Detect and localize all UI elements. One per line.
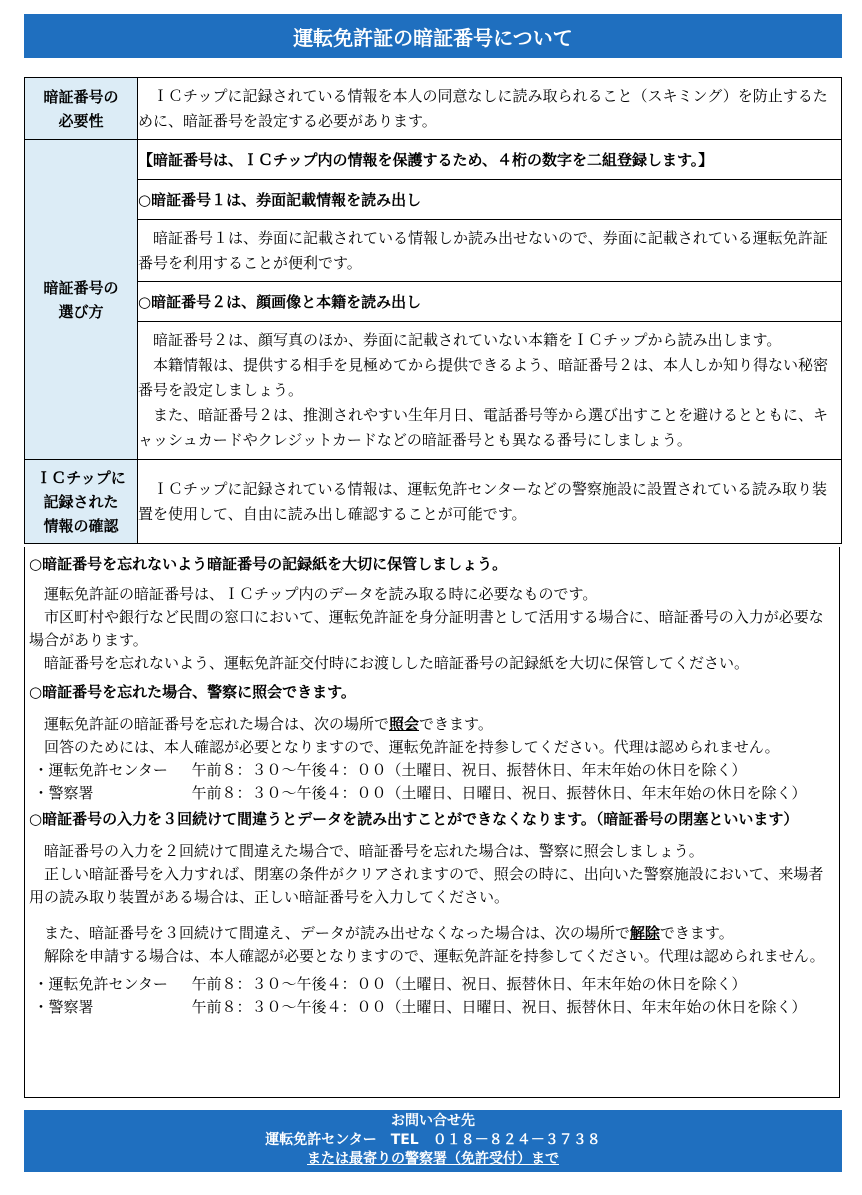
guidance-section xyxy=(24,547,840,1098)
row-pin2-text xyxy=(25,322,842,460)
label-line: ＩＣチップに xyxy=(36,468,126,487)
keep-paragraph-2: 市区町村や銀行など民間の窓口において、運転免許証を身分証明書として活用する場合に、暗証番号の入力が必要な場合があります。 xyxy=(29,608,824,649)
emphasis-release: 解除 xyxy=(629,924,660,942)
hours-text: 午前８：３０～午後４：００（土曜日、日曜日、祝日、振替休日、年末年始の休日を除く） xyxy=(191,998,807,1016)
emphasis-inquiry: 照会 xyxy=(389,715,420,733)
row-necessity xyxy=(25,78,842,140)
lock-paragraph-2: 正しい暗証番号を入力すれば、閉塞の条件がクリアされますので、照会の時に、出向いた警察施設において、来場者用の読み取り装置がある場合は、正しい暗証番号を入力してください。 xyxy=(29,865,824,906)
text-necessity xyxy=(138,78,842,140)
keep-paragraph-1: 運転免許証の暗証番号は、ＩＣチップ内のデータを読み取る時に必要なものです。 xyxy=(44,585,598,603)
label-line: 必要性 xyxy=(58,111,104,130)
paragraph: 本籍情報は、提供する相手を見極めてから提供できるよう、暗証番号２は、本人しか知り得ない秘密番号を設定しましょう。 xyxy=(138,356,829,399)
footer-phone: 運転免許センター TEL ０１８－８２４－３７３８ xyxy=(265,1132,601,1148)
hours-row-police xyxy=(29,782,837,805)
label-selection xyxy=(25,140,138,460)
paragraph: ＩＣチップに記録されている情報を本人の同意なしに読み取られること（スキミング）を防止するために、暗証番号を設定する必要があります。 xyxy=(138,86,828,130)
row-pin2-heading xyxy=(25,282,842,322)
pin1-text xyxy=(138,220,842,282)
row-selection-header xyxy=(25,140,842,180)
forgot-paragraph-1 xyxy=(29,713,837,736)
page-title: 運転免許証の暗証番号について xyxy=(24,14,842,58)
lock-paragraph-1: 暗証番号の入力を２回続けて間違えた場合で、暗証番号を忘れた場合は、警察に照会しましょう。 xyxy=(44,842,704,860)
selection-header: 【暗証番号は、ＩＣチップ内の情報を保護するため、４桁の数字を二組登録します。】 xyxy=(138,140,842,180)
label-confirm xyxy=(25,460,138,544)
place-name: ・警察署 xyxy=(33,998,94,1016)
label-line: 暗証番号の xyxy=(43,278,119,297)
paragraph: ＩＣチップに記録されている情報は、運転免許センターなどの警察施設に設置されている読み取り装置を使用して、自由に読み出し確認することが可能です。 xyxy=(138,479,827,523)
text: できます。 xyxy=(659,924,734,942)
paragraph: 暗証番号１は、券面に記載されている情報しか読み出せないので、券面に記載されている運転免許証番号を利用することが便利です。 xyxy=(138,228,828,272)
footer-note: または最寄りの警察署（免許受付）まで xyxy=(307,1151,559,1167)
hours-row-police xyxy=(29,996,837,1019)
row-pin1-heading xyxy=(25,180,842,220)
label-line: 暗証番号の xyxy=(43,87,119,106)
row-confirm xyxy=(25,460,842,544)
text-confirm xyxy=(138,460,842,544)
row-pin1-text xyxy=(25,220,842,282)
text: 運転免許証の暗証番号を忘れた場合は、次の場所で xyxy=(44,715,390,733)
lock-paragraph-3 xyxy=(29,922,837,945)
text: また、暗証番号を３回続けて間違え、データが読み出せなくなった場合は、次の場所で xyxy=(44,924,630,942)
paragraph: 暗証番号２は、顔写真のほか、券面に記載されていない本籍をＩＣチップから読み出します。 xyxy=(153,331,782,349)
place-name: ・運転免許センター xyxy=(33,761,168,779)
label-line: 選び方 xyxy=(58,302,104,321)
place-name: ・警察署 xyxy=(33,784,94,802)
pin-info-table xyxy=(24,77,842,544)
contact-footer xyxy=(24,1110,842,1172)
hours-row-center xyxy=(29,973,837,996)
hours-text: 午前８：３０～午後４：００（土曜日、祝日、振替休日、年末年始の休日を除く） xyxy=(191,975,747,993)
footer-title: お問い合せ先 xyxy=(391,1113,475,1129)
text: できます。 xyxy=(419,715,493,733)
keep-heading: ○暗証番号を忘れないよう暗証番号の記録紙を大切に保管しましょう。 xyxy=(29,555,508,573)
lock-heading: ○暗証番号の入力を３回続けて間違うとデータを読み出すことができなくなります。（暗証番号の閉塞といいます） xyxy=(29,810,799,828)
pin2-text xyxy=(138,322,842,460)
pin2-heading: ○暗証番号２は、顔画像と本籍を読み出し xyxy=(138,282,842,322)
pin1-heading: ○暗証番号１は、券面記載情報を読み出し xyxy=(138,180,842,220)
forgot-heading: ○暗証番号を忘れた場合、警察に照会できます。 xyxy=(29,683,356,701)
label-line: 記録された xyxy=(43,492,119,511)
paragraph: また、暗証番号２は、推測されやすい生年月日、電話番号等から選び出すことを避けるとともに、キャッシュカードやクレジットカードなどの暗証番号とも異なる番号にしましょう。 xyxy=(138,406,829,449)
lock-paragraph-4: 解除を申請する場合は、本人確認が必要となりますので、運転免許証を持参してください。代理は認められません。 xyxy=(44,947,825,965)
hours-text: 午前８：３０～午後４：００（土曜日、日曜日、祝日、振替休日、年末年始の休日を除く） xyxy=(191,784,807,802)
forgot-paragraph-2: 回答のためには、本人確認が必要となりますので、運転免許証を持参してください。代理は認められません。 xyxy=(44,738,780,756)
label-line: 情報の確認 xyxy=(43,516,119,535)
hours-row-center xyxy=(29,759,837,782)
place-name: ・運転免許センター xyxy=(33,975,168,993)
label-necessity xyxy=(25,78,138,140)
hours-text: 午前８：３０～午後４：００（土曜日、祝日、振替休日、年末年始の休日を除く） xyxy=(191,761,747,779)
keep-paragraph-3: 暗証番号を忘れないよう、運転免許証交付時にお渡しした暗証番号の記録紙を大切に保管してください。 xyxy=(44,654,750,672)
